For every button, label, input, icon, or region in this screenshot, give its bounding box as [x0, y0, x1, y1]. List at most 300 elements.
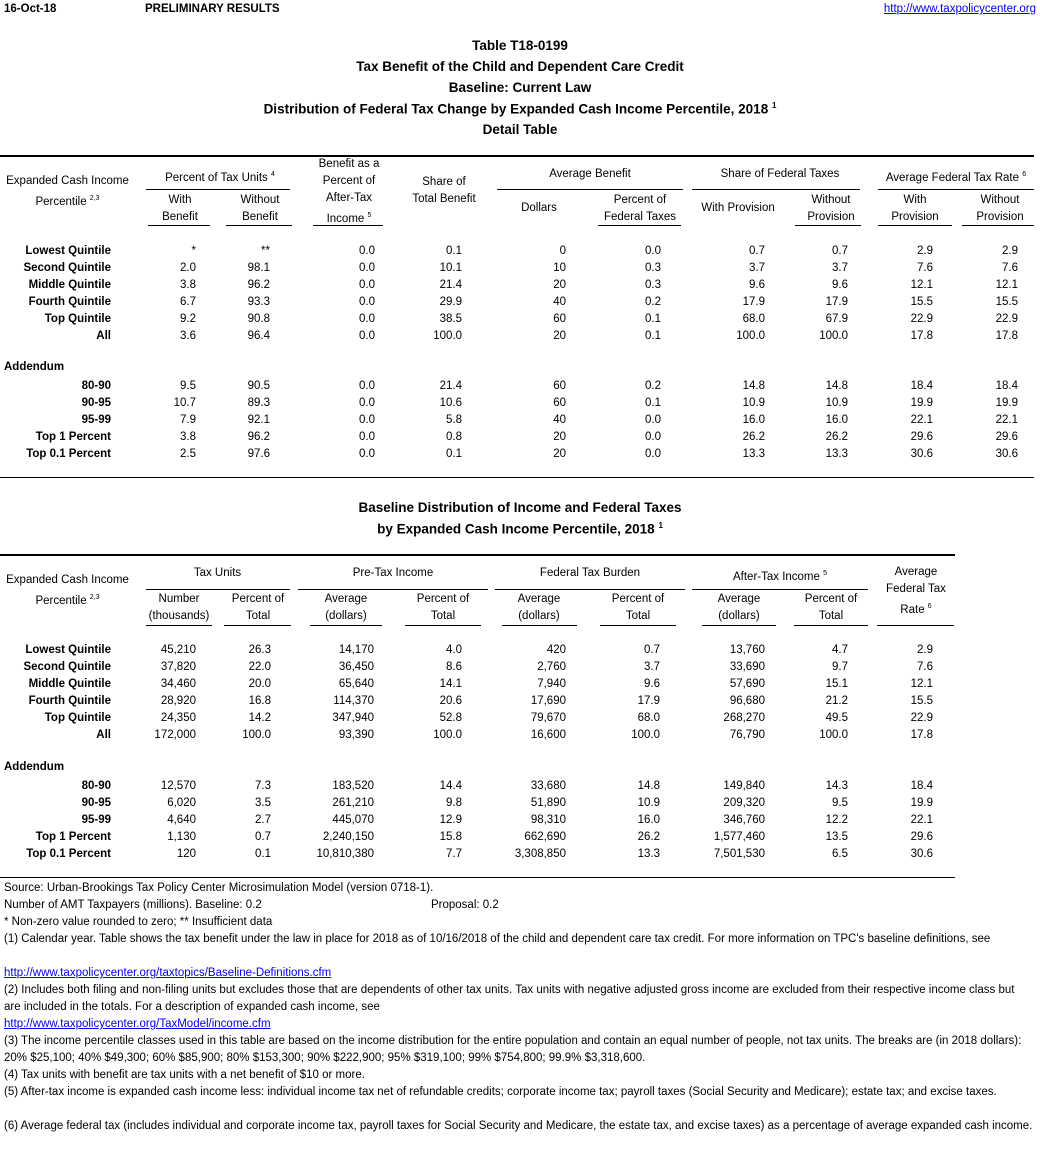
table-cell: 2.5	[180, 448, 196, 460]
table-cell: 12.2	[825, 814, 848, 826]
table-cell: 100.0	[631, 729, 660, 741]
table-cell: 4,640	[167, 814, 196, 826]
distribution-title: Distribution of Federal Tax Change by Expanded Cash Income Percentile, 2018 $^1$	[263, 101, 777, 117]
amt-proposal-note: Proposal: 0.2	[431, 899, 499, 911]
t1-rate-with-header: With Provision	[891, 194, 939, 223]
table-cell: 22.9	[910, 712, 933, 724]
row-label: Second Quintile	[23, 262, 111, 274]
table-cell: 8.6	[446, 661, 462, 673]
footnote-1-link[interactable]: http://www.taxpolicycenter.org/taxtopics/Baseline-Definitions.cfm	[4, 967, 332, 979]
table-cell: 0.0	[359, 279, 375, 291]
table-cell: 0.0	[359, 380, 375, 392]
table-cell: 14.8	[825, 380, 848, 392]
table-cell: 100.0	[819, 729, 848, 741]
table-cell: 22.1	[910, 814, 933, 826]
table-cell: 18.4	[995, 380, 1018, 392]
table-cell: 3.7	[832, 262, 848, 274]
table-cell: 14.3	[825, 780, 848, 792]
table-row	[0, 829, 1040, 846]
t2-aftertax-avg-header: Average (dollars)	[717, 593, 761, 622]
table-cell: 10.6	[439, 397, 462, 409]
table-cell: 16.0	[742, 414, 765, 426]
t2-pretax-header: Pre-Tax Income	[352, 567, 434, 579]
table-row	[0, 846, 1040, 863]
table-cell: 100.0	[242, 729, 271, 741]
table2-top-rule	[0, 554, 955, 556]
t2-avg-rate-header: Average Federal Tax Rate $^6$	[886, 566, 946, 616]
table-cell: 17.9	[742, 296, 765, 308]
nonzero-note: * Non-zero value rounded to zero; ** Insufficient data	[4, 916, 273, 928]
table-cell: 96,680	[729, 695, 765, 707]
table-cell: 10.9	[637, 797, 660, 809]
detail-title: Detail Table	[482, 122, 558, 137]
table-cell: 90.8	[247, 313, 270, 325]
table-cell: 19.9	[995, 397, 1018, 409]
t1-with-provision-header: With Provision	[701, 202, 775, 214]
tpc-link[interactable]: http://www.taxpolicycenter.org	[883, 3, 1036, 15]
table-cell: 7.9	[180, 414, 196, 426]
table-cell: **	[261, 245, 270, 257]
table-cell: 15.5	[910, 695, 933, 707]
table-cell: 0.7	[749, 245, 765, 257]
table-cell: 0	[559, 245, 566, 257]
table-cell: 0.0	[359, 414, 375, 426]
table-cell: 120	[176, 848, 196, 860]
table-cell: 0.0	[645, 245, 661, 257]
t1-without-benefit-header: Without Benefit	[240, 194, 280, 223]
table-cell: 16.0	[825, 414, 848, 426]
table-cell: 149,840	[723, 780, 765, 792]
table-cell: 268,270	[723, 712, 765, 724]
table-cell: 97.6	[247, 448, 270, 460]
table-cell: 0.1	[255, 848, 271, 860]
row-label: Top Quintile	[44, 712, 111, 724]
table-cell: 24,350	[160, 712, 196, 724]
row-label: Fourth Quintile	[28, 296, 111, 308]
table-cell: 17.8	[910, 330, 933, 342]
table-cell: 33,680	[530, 780, 566, 792]
footnote-1: (1) Calendar year. Table shows the tax benefit under the law in place for 2018 as of 10/16/2018 of the child and dependent care tax credit. For more information on TPC's baseline definitions, see	[4, 933, 991, 945]
table-cell: 93,390	[338, 729, 374, 741]
table-cell: 0.0	[359, 313, 375, 325]
t1-rowlabel-header: Expanded Cash Income Percentile $^{2,3}$	[6, 175, 129, 208]
table-cell: 60	[553, 397, 566, 409]
row-label: 80-90	[81, 380, 111, 392]
row-label: 80-90	[81, 780, 111, 792]
table-cell: 9.6	[644, 678, 660, 690]
row-label: All	[96, 330, 111, 342]
table-cell: 96.2	[247, 279, 270, 291]
table2-bottom-rule	[0, 877, 955, 878]
table-cell: 0.0	[359, 245, 375, 257]
table-cell: 89.3	[247, 397, 270, 409]
table-cell: 90.5	[247, 380, 270, 392]
table-cell: 445,070	[332, 814, 374, 826]
table-cell: 0.8	[446, 431, 462, 443]
table-cell: 346,760	[723, 814, 765, 826]
table-cell: 2,240,150	[322, 831, 374, 843]
table-cell: 45,210	[160, 644, 196, 656]
footnote-2: (2) Includes both filing and non-filing units but excludes those that are dependents of other tax units. Tax units with negative adjusted gross income are excluded from their respective income class but are included in the totals. For a description of expanded cash income, see	[4, 984, 1015, 1013]
table-cell: 0.7	[255, 831, 271, 843]
table-cell: 38.5	[439, 313, 462, 325]
table-cell: 29.6	[910, 831, 933, 843]
table-cell: 3.6	[180, 330, 196, 342]
table-cell: 9.5	[180, 380, 196, 392]
table-cell: 22.1	[910, 414, 933, 426]
table-cell: 0.0	[359, 397, 375, 409]
footnote-3: (3) The income percentile classes used in this table are based on the income distribution for the entire population and contain an equal number of people, not tax units. The breaks are (in 2018 dollars): 20% $25,100; 40% $49,300; 60% $85,900; 80% $153,300; 90% $222,900; 95% $319,100; 99% $754,800; 99.9% $3,318,600.	[4, 1035, 1022, 1064]
table-cell: 26.3	[248, 644, 271, 656]
status-label: PRELIMINARY RESULTS	[145, 3, 280, 15]
table-cell: 33,690	[729, 661, 765, 673]
t2-aftertax-pct-header: Percent of Total	[804, 593, 858, 622]
table-cell: 15.1	[825, 678, 848, 690]
table-cell: 100.0	[433, 330, 462, 342]
table-cell: 30.6	[995, 448, 1018, 460]
table-cell: 347,940	[332, 712, 374, 724]
table-cell: 3.7	[644, 661, 660, 673]
table-cell: 13.3	[742, 448, 765, 460]
table-cell: 29.9	[439, 296, 462, 308]
table-number: Table T18-0199	[472, 38, 568, 53]
table-cell: 49.5	[825, 712, 848, 724]
table-cell: 15.5	[995, 296, 1018, 308]
table-cell: 29.6	[995, 431, 1018, 443]
table-cell: 0.2	[645, 296, 661, 308]
table-row	[0, 277, 1040, 294]
table-cell: 21.4	[439, 279, 462, 291]
table-row	[0, 727, 1040, 744]
row-label: Top Quintile	[44, 313, 111, 325]
baseline-title: Baseline: Current Law	[448, 80, 592, 95]
row-label: 90-95	[81, 797, 111, 809]
table-cell: 3.8	[180, 431, 196, 443]
table-cell: 0.0	[645, 414, 661, 426]
table-cell: 1,130	[167, 831, 196, 843]
table-cell: 6,020	[167, 797, 196, 809]
table-cell: 51,890	[530, 797, 566, 809]
table-cell: 26.2	[825, 431, 848, 443]
t1-avg-benefit-header: Average Benefit	[549, 168, 631, 180]
table-cell: 3.7	[749, 262, 765, 274]
table-cell: 9.8	[446, 797, 462, 809]
table-cell: 20.6	[439, 695, 462, 707]
table-cell: 20.0	[248, 678, 271, 690]
table-cell: 14.2	[248, 712, 271, 724]
table-cell: 13.3	[825, 448, 848, 460]
table-row	[0, 395, 1040, 412]
row-label: Middle Quintile	[28, 279, 111, 291]
table-cell: 4.7	[832, 644, 848, 656]
table-cell: 4.0	[446, 644, 462, 656]
table-cell: 2.7	[255, 814, 271, 826]
table-row	[0, 676, 1040, 693]
t1-with-benefit-header: With Benefit	[162, 194, 198, 223]
table-cell: 96.2	[247, 431, 270, 443]
row-label: 95-99	[81, 814, 111, 826]
table-cell: 52.8	[439, 712, 462, 724]
table-cell: 13,760	[729, 644, 765, 656]
table-cell: 12.1	[910, 279, 933, 291]
table-cell: 6.7	[180, 296, 196, 308]
t2-tax-units-header: Tax Units	[193, 567, 242, 579]
table-row	[0, 812, 1040, 829]
footnote-6: (6) Average federal tax (includes individual and corporate income tax, payroll taxes for Social Security and Medicare, the estate tax, and excise taxes) as a percentage of average expanded cash income.	[4, 1120, 1033, 1132]
t1-dollars-header: Dollars	[521, 202, 557, 214]
table-cell: 20	[553, 330, 566, 342]
t1-share-fed-header: Share of Federal Taxes	[720, 168, 840, 180]
t2-pretax-avg-header: Average (dollars)	[324, 593, 368, 622]
table-row	[0, 710, 1040, 727]
t1-pct-fed-header: Percent of Federal Taxes	[603, 194, 677, 223]
table-cell: 7,940	[537, 678, 566, 690]
table-cell: 14.1	[439, 678, 462, 690]
table-cell: 0.0	[359, 296, 375, 308]
table-cell: 9.7	[832, 661, 848, 673]
table-cell: 0.0	[359, 431, 375, 443]
table-cell: 68.0	[637, 712, 660, 724]
table-cell: 10	[553, 262, 566, 274]
row-label: 90-95	[81, 397, 111, 409]
table-cell: 0.2	[645, 380, 661, 392]
table-cell: 114,370	[333, 695, 374, 707]
table-row	[0, 795, 1040, 812]
table-cell: 57,690	[729, 678, 765, 690]
table-row	[0, 243, 1040, 260]
table-cell: 9.6	[749, 279, 765, 291]
table-cell: 26.2	[742, 431, 765, 443]
row-label: Fourth Quintile	[28, 695, 111, 707]
table-row	[0, 328, 1040, 345]
table-cell: 7.6	[1002, 262, 1018, 274]
table-cell: 10,810,380	[316, 848, 374, 860]
t1-share-total-header: Share of Total Benefit	[412, 176, 476, 205]
table-cell: 0.0	[645, 448, 661, 460]
table-cell: 30.6	[910, 848, 933, 860]
table-cell: 662,690	[524, 831, 566, 843]
t2-addendum-label: Addendum	[4, 761, 65, 773]
row-label: Top 1 Percent	[35, 431, 111, 443]
table-cell: 420	[546, 644, 566, 656]
footnote-2-link[interactable]: http://www.taxpolicycenter.org/TaxModel/income.cfm	[4, 1018, 271, 1030]
table-cell: 7.6	[917, 262, 933, 274]
table-cell: 40	[553, 296, 566, 308]
row-label: Lowest Quintile	[25, 644, 111, 656]
table-cell: 9.5	[832, 797, 848, 809]
report-date: 16-Oct-18	[4, 3, 57, 15]
table-cell: 22.0	[248, 661, 271, 673]
table-cell: 12.1	[995, 279, 1018, 291]
table-cell: 67.9	[825, 313, 848, 325]
footnote-4: (4) Tax units with benefit are tax units with a net benefit of $10 or more.	[4, 1069, 365, 1081]
table-cell: 16.0	[637, 814, 660, 826]
table-cell: 20	[553, 431, 566, 443]
row-label: Middle Quintile	[28, 678, 111, 690]
table-row	[0, 446, 1040, 463]
table-cell: 0.0	[359, 330, 375, 342]
table-cell: 34,460	[160, 678, 196, 690]
table-cell: 0.3	[645, 262, 661, 274]
table-cell: 79,670	[530, 712, 566, 724]
t2-burden-pct-header: Percent of Total	[611, 593, 665, 622]
table-cell: 22.1	[995, 414, 1018, 426]
table-cell: 13.3	[637, 848, 660, 860]
table-cell: 0.1	[645, 313, 661, 325]
table-cell: 0.0	[645, 431, 661, 443]
table-cell: 0.1	[645, 330, 661, 342]
table-cell: 100.0	[736, 330, 765, 342]
t1-without-provision-header: Without Provision	[807, 194, 855, 223]
table-cell: 14.4	[439, 780, 462, 792]
table-cell: 93.3	[247, 296, 270, 308]
table-cell: 100.0	[433, 729, 462, 741]
table-cell: 17.8	[910, 729, 933, 741]
t1-pct-units-header: Percent of Tax Units $^4$	[165, 171, 275, 184]
table-cell: 76,790	[729, 729, 765, 741]
table-cell: 13.5	[825, 831, 848, 843]
row-label: All	[96, 729, 111, 741]
t2-number-header: Number (thousands)	[148, 593, 210, 622]
table-row	[0, 429, 1040, 446]
row-label: Top 1 Percent	[35, 831, 111, 843]
row-label: Second Quintile	[23, 661, 111, 673]
table-cell: 2.9	[1002, 245, 1018, 257]
table-cell: 21.4	[439, 380, 462, 392]
table-row	[0, 412, 1040, 429]
table-cell: 3.8	[180, 279, 196, 291]
table-cell: 0.0	[359, 448, 375, 460]
table-cell: 37,820	[160, 661, 196, 673]
table-cell: 0.1	[446, 245, 462, 257]
table-cell: 60	[553, 380, 566, 392]
table-row	[0, 693, 1040, 710]
table-cell: 7.3	[255, 780, 271, 792]
table-cell: 0.0	[359, 262, 375, 274]
table-cell: 6.5	[832, 848, 848, 860]
table-cell: 92.1	[247, 414, 270, 426]
table-cell: 9.2	[180, 313, 196, 325]
table-cell: 183,520	[332, 780, 374, 792]
amt-note: Number of AMT Taxpayers (millions). Baseline: 0.2	[4, 899, 262, 911]
table-cell: 98.1	[247, 262, 270, 274]
table-cell: 2,760	[537, 661, 566, 673]
table-cell: 16,600	[530, 729, 566, 741]
table-cell: 0.1	[645, 397, 661, 409]
table-row	[0, 311, 1040, 328]
table-cell: 98,310	[530, 814, 566, 826]
row-label: Top 0.1 Percent	[26, 448, 111, 460]
table-cell: 0.3	[645, 279, 661, 291]
table-row	[0, 659, 1040, 676]
table-cell: 17.8	[995, 330, 1018, 342]
table-cell: 30.6	[910, 448, 933, 460]
source-note: Source: Urban-Brookings Tax Policy Center Microsimulation Model (version 0718-1).	[4, 882, 434, 894]
table-cell: 9.6	[832, 279, 848, 291]
table-cell: 15.8	[439, 831, 462, 843]
table-cell: 10.7	[173, 397, 196, 409]
table-cell: 7.6	[917, 661, 933, 673]
table-cell: 19.9	[910, 797, 933, 809]
table-cell: 15.5	[910, 296, 933, 308]
t2-burden-avg-header: Average (dollars)	[517, 593, 561, 622]
t1-rate-without-header: Without Provision	[976, 194, 1024, 223]
table-cell: 16.8	[248, 695, 271, 707]
table-row	[0, 260, 1040, 277]
table-row	[0, 778, 1040, 795]
table2-title: Baseline Distribution of Income and Federal Taxes	[358, 500, 682, 515]
table-cell: 20	[553, 279, 566, 291]
table-title: Tax Benefit of the Child and Dependent Care Credit	[356, 59, 684, 74]
table-cell: 14,170	[338, 644, 374, 656]
t1-addendum-label: Addendum	[4, 361, 65, 373]
table-cell: 22.9	[910, 313, 933, 325]
table-cell: 14.8	[742, 380, 765, 392]
table-cell: 209,320	[723, 797, 765, 809]
t1-benefit-pct-header: Benefit as a Percent of After-Tax Income $^5$	[318, 158, 380, 225]
t1-avg-rate-header: Average Federal Tax Rate $^6$	[885, 171, 1027, 184]
footnote-5: (5) After-tax income is expanded cash income less: individual income tax net of refundable credits; corporate income tax; payroll taxes (Social Security and Medicare); estate tax; and excise taxes.	[4, 1086, 997, 1098]
table-cell: 18.4	[910, 780, 933, 792]
table-cell: 10.1	[439, 262, 462, 274]
t2-fed-burden-header: Federal Tax Burden	[539, 567, 641, 579]
table-cell: 65,640	[338, 678, 374, 690]
table-cell: 172,000	[154, 729, 196, 741]
table-cell: 68.0	[742, 313, 765, 325]
table-cell: 36,450	[338, 661, 374, 673]
table-cell: 12,570	[160, 780, 196, 792]
table-cell: 17,690	[530, 695, 566, 707]
table-cell: 5.8	[446, 414, 462, 426]
table-cell: 19.9	[910, 397, 933, 409]
table-cell: 12.1	[910, 678, 933, 690]
table-cell: 21.2	[825, 695, 848, 707]
table-cell: 10.9	[825, 397, 848, 409]
table-cell: 40	[553, 414, 566, 426]
table-cell: 100.0	[819, 330, 848, 342]
row-label: Lowest Quintile	[25, 245, 111, 257]
table-cell: 17.9	[825, 296, 848, 308]
t2-aftertax-header: After-Tax Income $^5$	[732, 570, 828, 583]
table-cell: 18.4	[910, 380, 933, 392]
table-cell: 14.8	[637, 780, 660, 792]
table-cell: 26.2	[637, 831, 660, 843]
table-cell: 96.4	[247, 330, 270, 342]
t2-rowlabel-header: Expanded Cash Income Percentile $^{2,3}$	[6, 574, 129, 607]
t2-pct-total-header: Percent of Total	[231, 593, 285, 622]
t2-pretax-pct-header: Percent of Total	[416, 593, 470, 622]
table-row	[0, 378, 1040, 395]
table-cell: 2.9	[917, 245, 933, 257]
table-cell: 3.5	[255, 797, 271, 809]
table-cell: 3,308,850	[514, 848, 566, 860]
table-row	[0, 294, 1040, 311]
table-cell: 7.7	[446, 848, 462, 860]
table-cell: 29.6	[910, 431, 933, 443]
table-cell: 12.9	[439, 814, 462, 826]
table-cell: 261,210	[332, 797, 374, 809]
table-cell: 2.9	[917, 644, 933, 656]
table-cell: 0.7	[832, 245, 848, 257]
table-cell: 7,501,530	[713, 848, 765, 860]
table-cell: 22.9	[995, 313, 1018, 325]
table-cell: 28,920	[160, 695, 196, 707]
table-cell: 0.1	[446, 448, 462, 460]
table1-top-rule	[0, 155, 1034, 157]
table-cell: 10.9	[742, 397, 765, 409]
table-cell: 0.7	[644, 644, 660, 656]
table-cell: *	[191, 245, 196, 257]
